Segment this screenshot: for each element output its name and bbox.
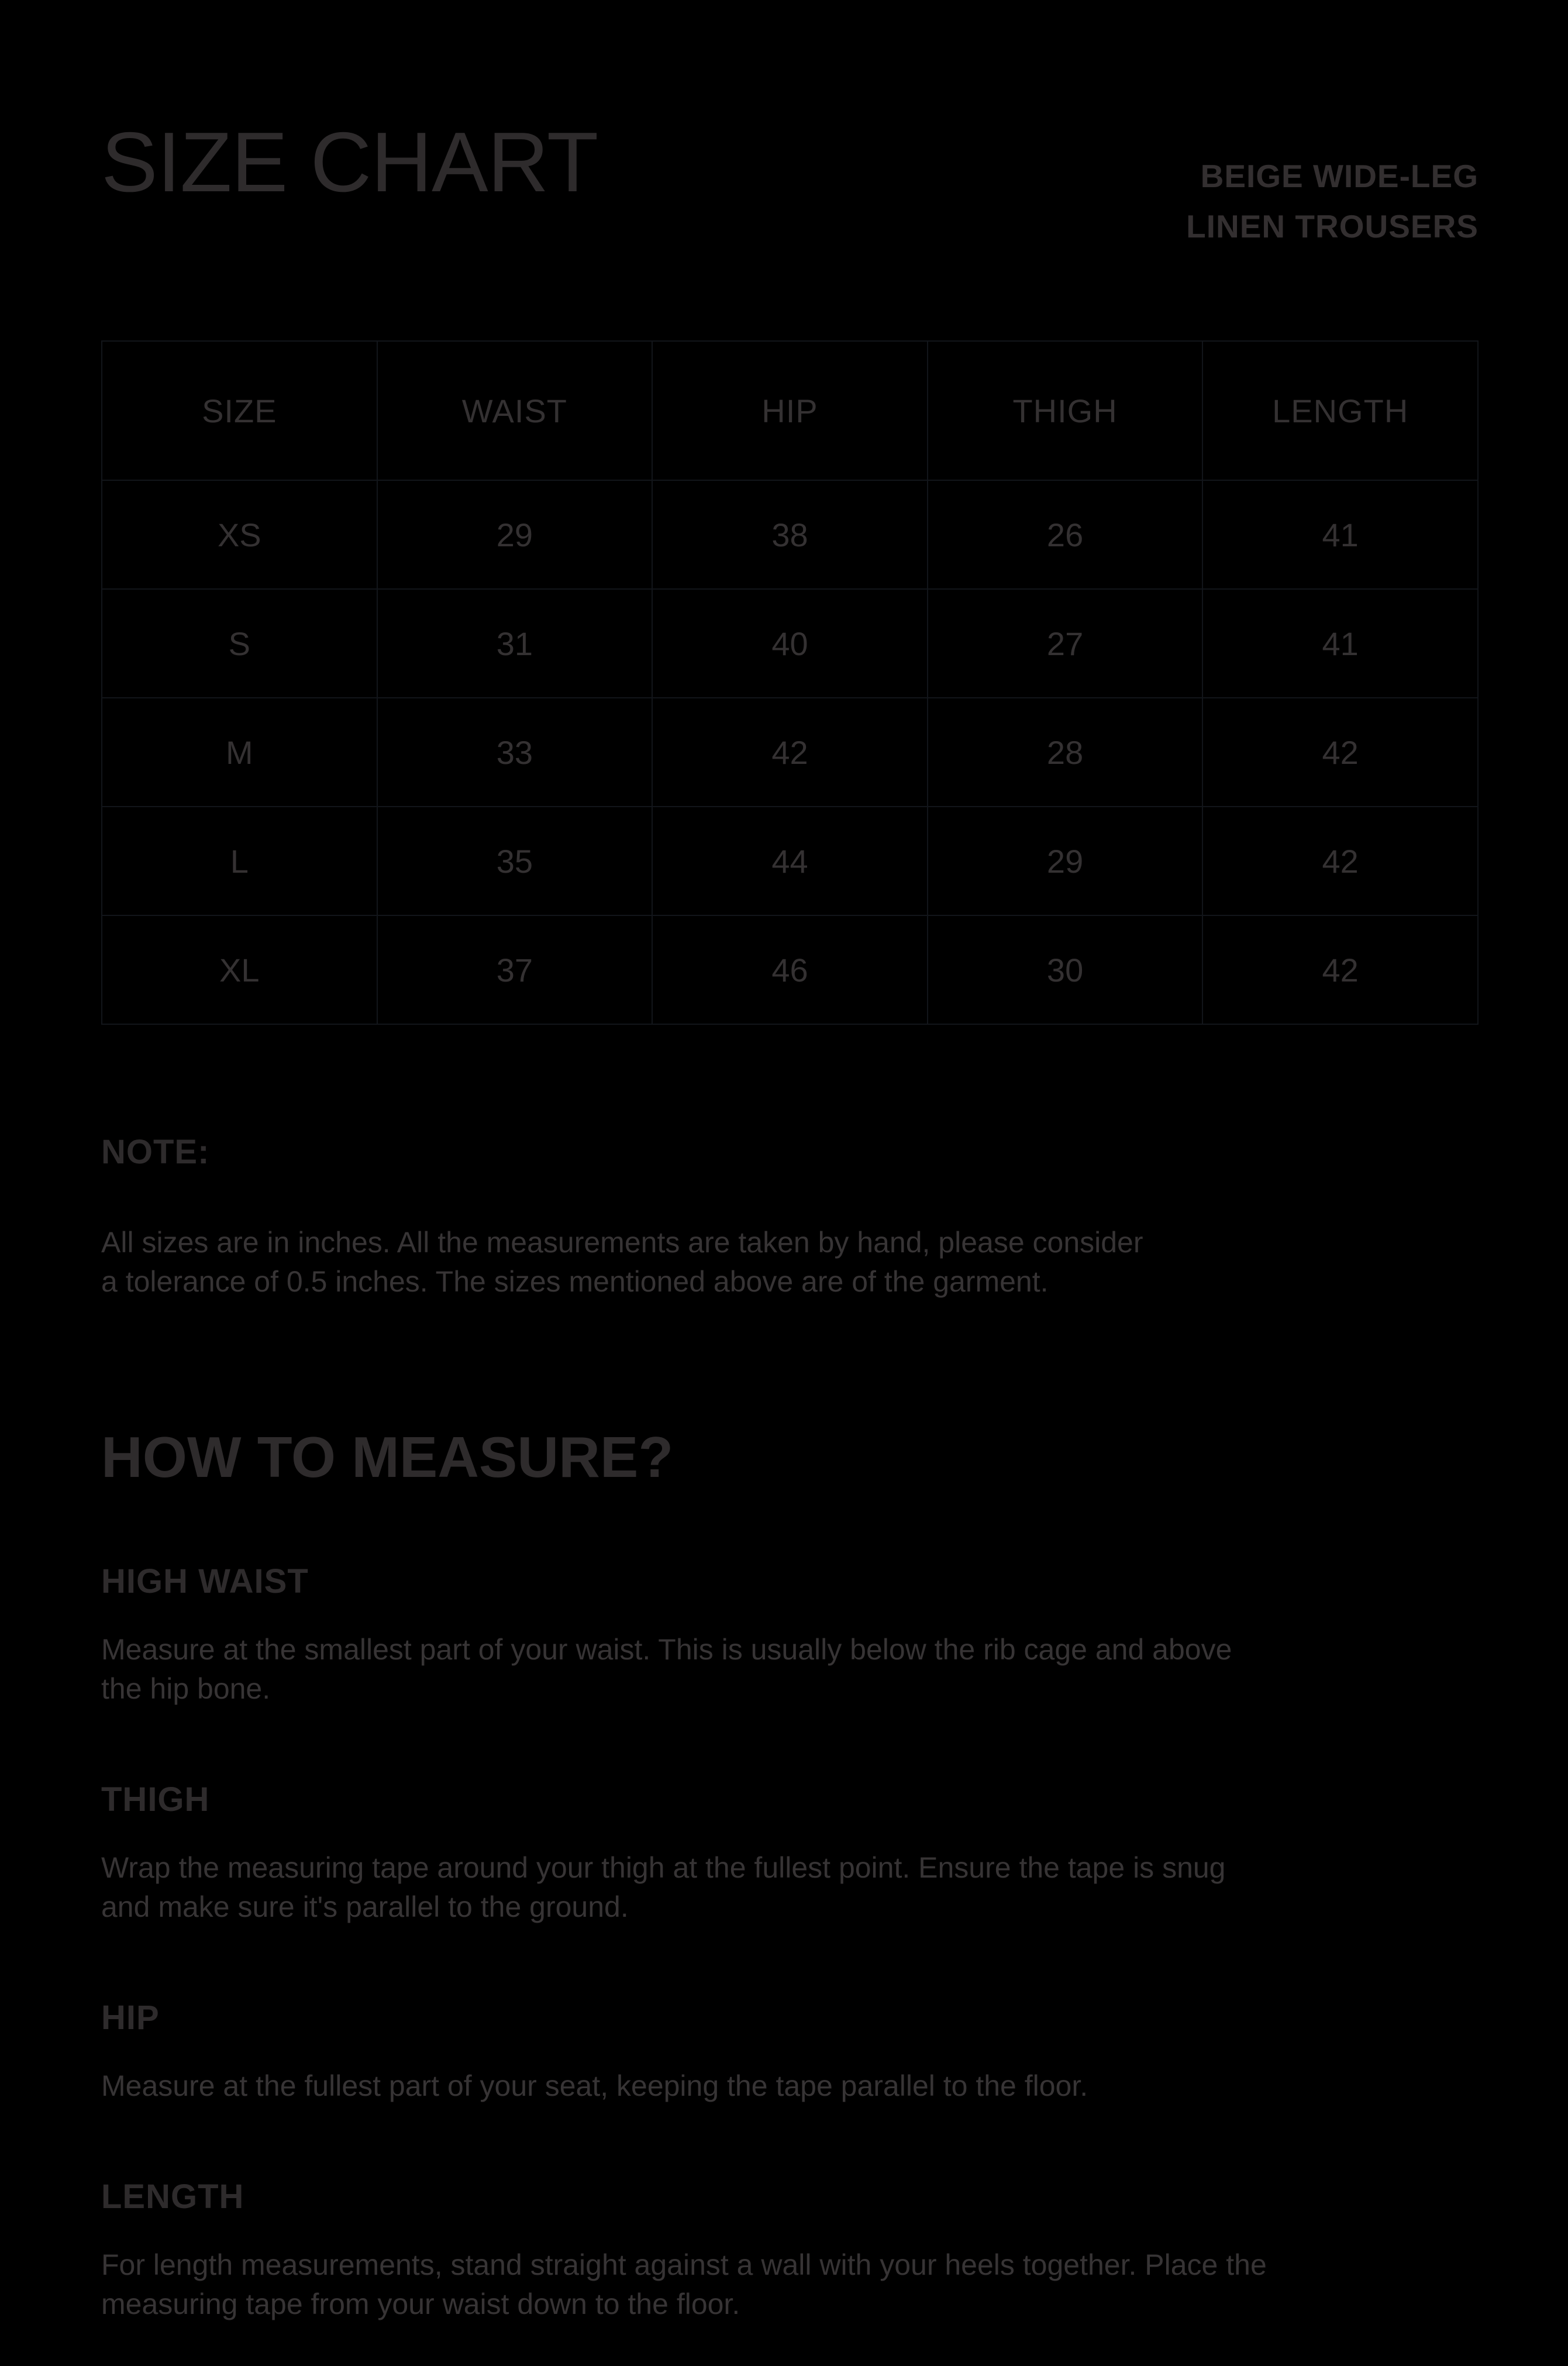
column-header-waist: WAIST <box>377 341 653 480</box>
note-heading: NOTE: <box>101 1133 210 1171</box>
page-header <box>101 0 1479 252</box>
measure-section-hip <box>101 1998 1479 2106</box>
column-header-size: SIZE <box>102 341 377 480</box>
body-line: Wrap the measuring tape around your thigh at the fullest point. Ensure the tape is snug <box>101 1851 1226 1884</box>
size-chart-page <box>101 0 1479 2324</box>
cell-hip: 46 <box>652 915 928 1024</box>
cell-hip: 40 <box>652 589 928 698</box>
measure-section-thigh <box>101 1780 1479 1927</box>
table-row-xl <box>102 915 1478 1024</box>
cell-hip: 44 <box>652 807 928 915</box>
table-row-s <box>102 589 1478 698</box>
cell-length: 42 <box>1202 915 1478 1024</box>
cell-length: 42 <box>1202 698 1478 807</box>
cell-thigh: 29 <box>928 807 1203 915</box>
measure-section-high-waist <box>101 1562 1479 1709</box>
section-heading-hip: HIP <box>101 1999 160 2037</box>
product-title <box>1186 151 1479 252</box>
table-head <box>102 341 1478 480</box>
table-body <box>102 480 1478 1024</box>
section-body-high-waist <box>101 1630 1479 1709</box>
cell-length: 41 <box>1202 480 1478 589</box>
cell-hip: 38 <box>652 480 928 589</box>
section-heading-high-waist: HIGH WAIST <box>101 1562 309 1600</box>
table-row-l <box>102 807 1478 915</box>
column-header-thigh: THIGH <box>928 341 1203 480</box>
size-chart-table <box>101 340 1479 1025</box>
cell-size: XL <box>102 915 377 1024</box>
cell-waist: 29 <box>377 480 653 589</box>
table-header-row <box>102 341 1478 480</box>
cell-waist: 31 <box>377 589 653 698</box>
cell-size: S <box>102 589 377 698</box>
body-line: Measure at the fullest part of your seat, keeping the tape parallel to the floor. <box>101 2069 1088 2102</box>
section-body-length <box>101 2246 1479 2324</box>
body-line: and make sure it's parallel to the ground. <box>101 1890 629 1923</box>
cell-thigh: 30 <box>928 915 1203 1024</box>
column-header-length: LENGTH <box>1202 341 1478 480</box>
note-line-2: a tolerance of 0.5 inches. The sizes mentioned above are of the garment. <box>101 1265 1049 1298</box>
cell-size: M <box>102 698 377 807</box>
cell-waist: 35 <box>377 807 653 915</box>
note-line-1: All sizes are in inches. All the measurements are taken by hand, please consider <box>101 1226 1143 1259</box>
cell-thigh: 26 <box>928 480 1203 589</box>
measure-section-length <box>101 2177 1479 2324</box>
cell-length: 42 <box>1202 807 1478 915</box>
cell-waist: 37 <box>377 915 653 1024</box>
product-title-line-1: BEIGE WIDE-LEG <box>1200 158 1479 194</box>
cell-size: L <box>102 807 377 915</box>
body-line: Measure at the smallest part of your waist. This is usually below the rib cage and above <box>101 1633 1232 1666</box>
page-title: SIZE CHART <box>101 115 598 209</box>
cell-size: XS <box>102 480 377 589</box>
section-body-hip <box>101 2067 1479 2106</box>
cell-length: 41 <box>1202 589 1478 698</box>
how-to-measure-heading: HOW TO MEASURE? <box>101 1425 674 1489</box>
section-body-thigh <box>101 1848 1479 1927</box>
cell-waist: 33 <box>377 698 653 807</box>
body-line: measuring tape from your waist down to the floor. <box>101 2288 740 2320</box>
column-header-hip: HIP <box>652 341 928 480</box>
body-line: the hip bone. <box>101 1672 271 1705</box>
cell-hip: 42 <box>652 698 928 807</box>
section-heading-thigh: THIGH <box>101 1780 210 1819</box>
table-row-xs <box>102 480 1478 589</box>
note-body <box>101 1223 1479 1301</box>
table-row-m <box>102 698 1478 807</box>
section-heading-length: LENGTH <box>101 2178 244 2216</box>
cell-thigh: 28 <box>928 698 1203 807</box>
product-title-line-2: LINEN TROUSERS <box>1186 208 1479 244</box>
body-line: For length measurements, stand straight against a wall with your heels together. Place the <box>101 2248 1267 2281</box>
cell-thigh: 27 <box>928 589 1203 698</box>
